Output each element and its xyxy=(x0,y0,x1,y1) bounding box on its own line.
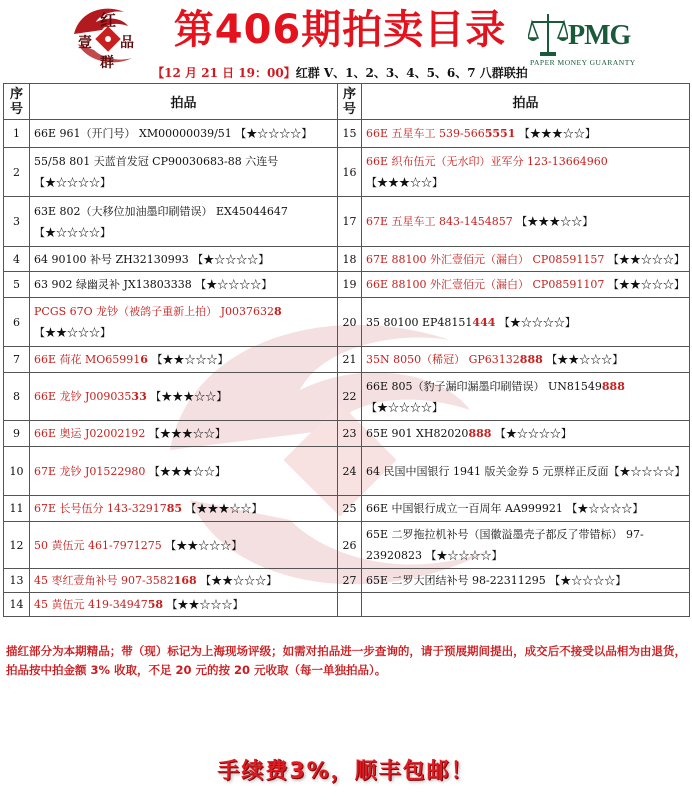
lot-text-segment: 67E 龙钞 J01522980 xyxy=(34,464,146,478)
lot-text-segment: 67E 88100 外汇壹佰元（漏白） CP08591157 xyxy=(366,252,605,266)
lot-text-segment: 66E 805（豹子漏印漏墨印刷错误） UN81549 xyxy=(366,379,602,393)
lot-number: 16 xyxy=(338,148,362,197)
lot-description xyxy=(362,120,690,148)
lot-text-segment: 【★★☆☆☆】 xyxy=(196,574,278,587)
lot-number: 18 xyxy=(338,247,362,272)
lot-text-segment: 【★★☆☆☆】 xyxy=(163,598,244,611)
lot-text-segment: 65E 901 XH82020 xyxy=(366,427,469,440)
col-header-item-right: 拍品 xyxy=(362,84,690,120)
lot-text-segment: 65E 二罗大团结补号 98-22311295 【★☆☆☆☆】 xyxy=(366,574,627,587)
table-row xyxy=(4,496,690,522)
lot-text-segment: 888 xyxy=(519,353,543,366)
lot-description xyxy=(362,247,690,272)
lot-description xyxy=(30,347,338,373)
lot-number: 9 xyxy=(4,421,30,447)
lot-description xyxy=(30,522,338,569)
table-row xyxy=(4,272,690,298)
lot-number: 17 xyxy=(338,197,362,247)
lot-description xyxy=(362,347,690,373)
lot-number: 6 xyxy=(4,298,30,347)
lot-number: 19 xyxy=(338,272,362,298)
col-header-no-left: 序号 xyxy=(4,84,30,120)
lot-description xyxy=(362,197,690,247)
lot-text-segment: 888 xyxy=(468,427,492,440)
table-row xyxy=(4,148,690,197)
lot-text-segment: 67E 长号伍分 143-32917 xyxy=(34,502,167,515)
lot-number: 23 xyxy=(338,421,362,447)
page-title: 第406期拍卖目录 xyxy=(173,7,507,53)
lot-text-segment: 63E 802（大移位加油墨印刷错误） EX45044647 【★☆☆☆☆】 xyxy=(34,204,288,239)
lot-description xyxy=(30,148,338,197)
lot-text-segment: 888 xyxy=(601,379,625,393)
catalog-rows xyxy=(4,120,690,617)
lot-description xyxy=(362,148,690,197)
lot-text-segment: PCGS 67O 龙钞（被鸽子重新上拍） J0037632 xyxy=(34,305,275,318)
lot-number: 4 xyxy=(4,247,30,272)
pmg-logo xyxy=(526,8,676,72)
lot-number: 26 xyxy=(338,522,362,569)
subtitle-groups: 红群 V、1、2、3、4、5、6、7 八群联拍 xyxy=(295,66,528,80)
lot-number: 11 xyxy=(4,496,30,522)
lot-description xyxy=(362,298,690,347)
lot-number: 7 xyxy=(4,347,30,373)
lot-number: 15 xyxy=(338,120,362,148)
subtitle-date: 【12 月 21 日 19：00】 xyxy=(152,66,296,80)
table-row xyxy=(4,347,690,373)
lot-text-segment: 50 黄伍元 461-7971275 xyxy=(34,538,162,552)
lot-description xyxy=(362,373,690,421)
lot-number: 3 xyxy=(4,197,30,247)
lot-description xyxy=(362,272,690,298)
table-row xyxy=(4,447,690,496)
catalog-table xyxy=(3,83,690,617)
lot-text-segment: 66E 荷花 MO65991 xyxy=(34,353,141,366)
lot-text-segment: 【★★★☆☆】 xyxy=(366,176,443,189)
lot-text-segment: 【★★☆☆☆】 xyxy=(147,353,229,366)
lot-text-segment: 45 枣红壹角补号 907-3582 xyxy=(34,574,174,587)
hongqun-logo xyxy=(66,4,146,70)
lot-text-segment: 85 xyxy=(166,502,183,515)
lot-text-segment: 65E 二罗拖拉机补号（国徽溢墨壳子都反了带错标） 97-23920823 【★☆☆☆☆】 xyxy=(366,528,644,562)
pmg-logo-sub: PAPER MONEY GUARANTY xyxy=(530,58,636,67)
lot-number: 12 xyxy=(4,522,30,569)
lot-description xyxy=(30,496,338,522)
lot-text-segment: 【★★☆☆☆】 xyxy=(34,326,111,339)
lot-text-segment: 66E 奥运 J02002192 xyxy=(34,427,146,440)
lot-text-segment: 45 黄伍元 419-34947 xyxy=(34,598,148,611)
lot-text-segment: 8 xyxy=(274,305,282,318)
lot-text-segment: 66E 中国银行成立一百周年 AA999921 【★☆☆☆☆】 xyxy=(366,502,644,515)
lot-description xyxy=(30,593,338,617)
lot-text-segment: 35N 8050（稀冠） GP63132 xyxy=(366,353,520,366)
lot-text-segment: 【★★★☆☆】 xyxy=(512,215,594,228)
lot-text-segment: 【★★☆☆☆】 xyxy=(161,538,243,552)
lot-text-segment: 5551 xyxy=(484,127,516,140)
lot-number: 1 xyxy=(4,120,30,148)
lot-text-segment: 58 xyxy=(147,598,164,611)
lot-text-segment: 【★★☆☆☆】 xyxy=(604,252,685,266)
logo-char-hong: 红 xyxy=(100,11,117,30)
lot-text-segment: 444 xyxy=(472,315,496,329)
logo-char-yi: 壹 xyxy=(78,35,92,51)
lot-text-segment: 66E 织布伍元（无水印）亚军分 123-13664960 xyxy=(366,155,608,168)
lot-description xyxy=(30,421,338,447)
table-row xyxy=(4,373,690,421)
lot-number: 5 xyxy=(4,272,30,298)
lot-description xyxy=(362,421,690,447)
terms-note: 描红部分为本期精品；带（现）标记为上海现场评级；如需对拍品进一步查询的，请于预展期间提出，成交后不接受以品相为由退货，拍品按中拍金额 3% 收取，不足 20 元的按 20 元收取（每一单独拍品）。 xyxy=(6,644,686,677)
lot-number: 13 xyxy=(4,569,30,593)
lot-number: 25 xyxy=(338,496,362,522)
col-header-no-right: 序号 xyxy=(338,84,362,120)
logo-char-pin: 品 xyxy=(120,35,134,51)
lot-text-segment: 【★★☆☆☆】 xyxy=(542,353,624,366)
lot-text-segment: 【★☆☆☆☆】 xyxy=(366,400,443,414)
lot-description xyxy=(30,447,338,496)
logo-char-qun: 群 xyxy=(100,55,114,71)
lot-text-segment: 66E 88100 外汇壹佰元（漏白） CP08591107 xyxy=(366,278,605,291)
lot-text-segment: 【★★★☆☆】 xyxy=(145,464,226,478)
table-row xyxy=(4,298,690,347)
lot-number: 21 xyxy=(338,347,362,373)
lot-text-segment: 64 民国中国银行 1941 版关金券 5 元票样正反面【★☆☆☆☆】 xyxy=(366,464,686,478)
table-row xyxy=(4,197,690,247)
col-header-item-left: 拍品 xyxy=(30,84,338,120)
pmg-logo-text: PMG xyxy=(568,20,631,51)
lot-text-segment: 【★★☆☆☆】 xyxy=(604,278,685,291)
lot-number: 14 xyxy=(4,593,30,617)
lot-text-segment: 【★☆☆☆☆】 xyxy=(491,427,572,440)
lot-description xyxy=(30,197,338,247)
lot-number xyxy=(338,593,362,617)
lot-description xyxy=(362,593,690,617)
lot-description xyxy=(30,120,338,148)
table-row xyxy=(4,593,690,617)
lot-text-segment: 63 902 绿幽灵补 JX13803338 【★☆☆☆☆】 xyxy=(34,278,273,291)
header xyxy=(0,0,692,84)
lot-text-segment: 168 xyxy=(173,574,197,587)
lot-text-segment: 66E 龙钞 J009035 xyxy=(34,390,132,403)
lot-number: 2 xyxy=(4,148,30,197)
lot-text-segment: 64 90100 补号 ZH32130993 【★☆☆☆☆】 xyxy=(34,252,270,266)
lot-number: 20 xyxy=(338,298,362,347)
auction-subtitle xyxy=(150,64,530,81)
lot-text-segment: 66E 五星车工 539-566 xyxy=(366,127,485,140)
lot-number: 22 xyxy=(338,373,362,421)
lot-text-segment: 【★★★☆☆】 xyxy=(182,502,263,515)
lot-text-segment: 33 xyxy=(131,390,147,403)
lot-text-segment: 67E 五星车工 843-1454857 xyxy=(366,215,513,228)
lot-description xyxy=(362,522,690,569)
table-row xyxy=(4,247,690,272)
table-row xyxy=(4,569,690,593)
lot-text-segment: 【★☆☆☆☆】 xyxy=(495,315,576,329)
lot-text-segment: 【★★★☆☆】 xyxy=(515,127,596,140)
table-row xyxy=(4,522,690,569)
lot-description xyxy=(30,373,338,421)
lot-text-segment: 【★★★☆☆】 xyxy=(145,427,226,440)
lot-number: 27 xyxy=(338,569,362,593)
lot-description xyxy=(30,298,338,347)
lot-number: 24 xyxy=(338,447,362,496)
lot-description xyxy=(30,569,338,593)
lot-text-segment: 35 80100 EP48151 xyxy=(366,315,473,329)
lot-number: 10 xyxy=(4,447,30,496)
lot-description xyxy=(362,569,690,593)
lot-number: 8 xyxy=(4,373,30,421)
lot-text-segment: 6 xyxy=(140,353,148,366)
lot-description xyxy=(362,447,690,496)
lot-text-segment: 55/58 801 天蓝首发冠 CP90030683-88 六连号【★☆☆☆☆】 xyxy=(34,155,279,189)
lot-description xyxy=(30,247,338,272)
lot-text-segment: 【★★★☆☆】 xyxy=(146,390,228,403)
lot-text-segment: 66E 961（开门号） XM00000039/51 【★☆☆☆☆】 xyxy=(34,127,313,140)
table-row xyxy=(4,120,690,148)
lot-description xyxy=(30,272,338,298)
lot-description xyxy=(362,496,690,522)
table-row xyxy=(4,421,690,447)
fee-banner: 手续费3%，顺丰包邮！ xyxy=(217,759,475,784)
